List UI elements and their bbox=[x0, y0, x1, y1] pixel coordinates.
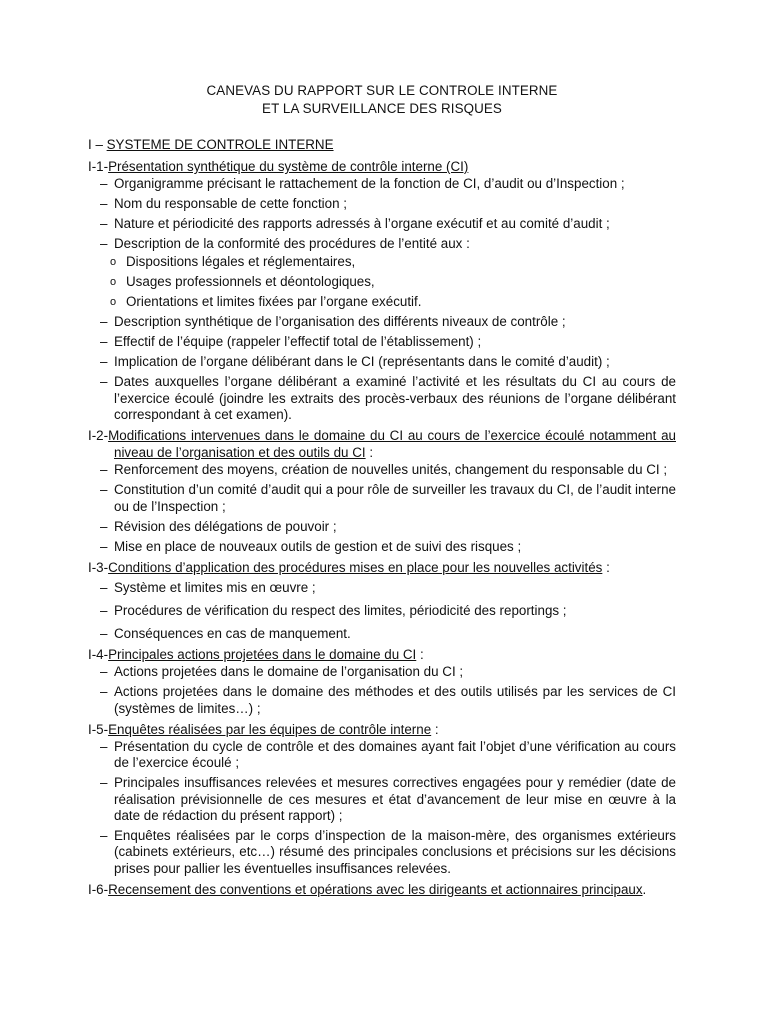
dash-bullet: – bbox=[100, 216, 108, 231]
i6-label: Recensement des conventions et opérations avec les dirigeants et actionnaires principaux bbox=[108, 881, 643, 897]
list-item bbox=[88, 539, 676, 555]
list-item bbox=[88, 519, 676, 535]
dash-bullet: – bbox=[100, 334, 108, 350]
subsection-i4-heading bbox=[88, 646, 676, 663]
dash-bullet: – bbox=[100, 196, 108, 211]
sub-list-item-text: Orientations et limites fixées par l’organe exécutif. bbox=[126, 294, 422, 310]
list-item bbox=[88, 603, 676, 619]
dash-bullet: – bbox=[100, 354, 108, 370]
list-item bbox=[88, 176, 676, 192]
list-item bbox=[88, 482, 676, 515]
subsection-i2-heading bbox=[88, 427, 676, 461]
i2-suffix: : bbox=[365, 445, 374, 461]
i4-suffix: : bbox=[416, 647, 424, 663]
list-item-text: Système et limites mis en œuvre ; bbox=[114, 579, 316, 595]
dash-bullet: – bbox=[100, 684, 108, 700]
dash-bullet: – bbox=[100, 603, 108, 619]
sub-list-item-text: Dispositions légales et réglementaires, bbox=[126, 254, 356, 270]
i2-label: Modifications intervenues dans le domaine du CI au cours de l’exercice écoulé notamment au niveau de l’organisation et des outils du CI bbox=[108, 428, 676, 461]
list-item bbox=[88, 664, 676, 680]
i5-prefix: I-5- bbox=[88, 721, 109, 737]
list-item-text: Renforcement des moyens, création de nouvelles unités, changement du responsable du CI ; bbox=[114, 462, 668, 478]
circle-bullet: o bbox=[110, 256, 117, 269]
i3-label: Conditions d’application des procédures mises en place pour les nouvelles activités bbox=[108, 559, 603, 575]
dash-bullet: – bbox=[100, 462, 108, 478]
list-item-text: Description synthétique de l’organisation des différents niveaux de contrôle ; bbox=[114, 314, 566, 330]
list-item bbox=[88, 684, 676, 717]
section-label: SYSTEME DE CONTROLE INTERNE bbox=[106, 137, 334, 152]
i5-label: Enquêtes réalisées par les équipes de contrôle interne bbox=[108, 721, 432, 737]
list-item bbox=[88, 626, 676, 642]
section-heading bbox=[88, 136, 676, 154]
dash-bullet: – bbox=[100, 579, 108, 595]
circle-bullet: o bbox=[110, 296, 117, 309]
i3-list bbox=[88, 580, 676, 643]
list-item-text: Organigramme précisant le rattachement de la fonction de CI, d’audit ou d’Inspection ; bbox=[114, 176, 625, 191]
dash-bullet: – bbox=[100, 314, 108, 330]
i6-suffix: . bbox=[642, 881, 647, 897]
list-item bbox=[88, 739, 676, 772]
list-item-text: Actions projetées dans le domaine des méthodes et des outils utilisés par les services de CI (systèmes de limites…) ; bbox=[114, 684, 676, 716]
i4-prefix: I-4- bbox=[88, 647, 109, 663]
dash-bullet: – bbox=[100, 775, 108, 791]
i1-prefix: I-1- bbox=[88, 159, 109, 174]
i5-list bbox=[88, 739, 676, 877]
dash-bullet: – bbox=[100, 828, 108, 844]
subsection-i1-heading bbox=[88, 158, 676, 175]
list-item bbox=[88, 354, 676, 370]
i1-label: Présentation synthétique du système de contrôle interne (CI) bbox=[108, 159, 469, 174]
sub-list-item bbox=[88, 254, 676, 270]
list-item-text: Description de la conformité des procédures de l’entité aux : bbox=[114, 236, 470, 251]
dash-bullet: – bbox=[100, 518, 108, 534]
i5-suffix: : bbox=[431, 721, 439, 737]
sub-list-item bbox=[88, 274, 676, 290]
i2-prefix: I-2- bbox=[88, 428, 109, 444]
list-item-text: Nature et périodicité des rapports adressés à l’organe exécutif et au comité d’audit ; bbox=[114, 216, 610, 231]
dash-bullet: – bbox=[100, 482, 108, 498]
i3-prefix: I-3- bbox=[88, 559, 109, 575]
title-line-1: CANEVAS DU RAPPORT SUR LE CONTROLE INTERNE bbox=[206, 83, 558, 98]
dash-bullet: – bbox=[100, 626, 108, 642]
i3-suffix: : bbox=[602, 559, 610, 575]
i6-prefix: I-6- bbox=[88, 881, 109, 897]
dash-bullet: – bbox=[100, 738, 108, 754]
document-title bbox=[88, 82, 676, 118]
list-item bbox=[88, 775, 676, 824]
list-item-text: Révision des délégations de pouvoir ; bbox=[114, 518, 337, 534]
i1-list bbox=[88, 176, 676, 424]
dash-bullet: – bbox=[100, 236, 108, 251]
list-item bbox=[88, 828, 676, 877]
i1-sublist bbox=[88, 254, 676, 310]
title-line-2: ET LA SURVEILLANCE DES RISQUES bbox=[262, 101, 502, 116]
list-item-text: Nom du responsable de cette fonction ; bbox=[114, 196, 347, 211]
list-item bbox=[88, 580, 676, 596]
list-item-text: Mise en place de nouveaux outils de gestion et de suivi des risques ; bbox=[114, 538, 522, 554]
list-item-text: Actions projetées dans le domaine de l’organisation du CI ; bbox=[114, 664, 464, 680]
list-item bbox=[88, 374, 676, 423]
list-item-text: Conséquences en cas de manquement. bbox=[114, 626, 351, 642]
i2-list bbox=[88, 462, 676, 555]
list-item bbox=[88, 314, 676, 330]
section-prefix: I – bbox=[88, 137, 107, 152]
list-item bbox=[88, 196, 676, 212]
list-item bbox=[88, 236, 676, 311]
list-item bbox=[88, 462, 676, 478]
list-item bbox=[88, 216, 676, 232]
circle-bullet: o bbox=[110, 276, 117, 289]
list-item-text: Présentation du cycle de contrôle et des domaines ayant fait l’objet d’une vérification au cours de l’exercice écoulé ; bbox=[114, 738, 676, 771]
i4-list bbox=[88, 664, 676, 717]
subsection-i3-heading bbox=[88, 559, 676, 576]
list-item-text: Enquêtes réalisées par le corps d’inspection de la maison-mère, des organismes extérieurs (cabinets extérieurs, etc…) résumé des principales conclusions et précisions sur les décisions prises pour pallier les éventuelles insuffisances relevées. bbox=[114, 828, 676, 876]
i4-label: Principales actions projetées dans le domaine du CI bbox=[108, 647, 417, 663]
list-item-text: Effectif de l’équipe (rappeler l’effectif total de l’établissement) ; bbox=[114, 334, 482, 350]
subsection-i6-heading bbox=[88, 881, 676, 898]
list-item-text: Dates auxquelles l’organe délibérant a examiné l’activité et les résultats du CI au cours de l’exercice écoulé (joindre les extraits des procès-verbaux des réunions de l’organe délibérant correspondant à cet examen). bbox=[114, 374, 676, 423]
dash-bullet: – bbox=[100, 374, 108, 390]
sub-list-item bbox=[88, 294, 676, 310]
list-item-text: Implication de l’organe délibérant dans le CI (représentants dans le comité d’audit) ; bbox=[114, 354, 610, 370]
list-item-text: Constitution d’un comité d’audit qui a pour rôle de surveiller les travaux du CI, de l’audit interne ou de l’Inspection ; bbox=[114, 482, 676, 514]
dash-bullet: – bbox=[100, 176, 108, 191]
subsection-i5-heading bbox=[88, 721, 676, 738]
list-item-text: Procédures de vérification du respect des limites, périodicité des reportings ; bbox=[114, 603, 567, 619]
dash-bullet: – bbox=[100, 664, 108, 680]
dash-bullet: – bbox=[100, 538, 108, 554]
list-item bbox=[88, 334, 676, 350]
sub-list-item-text: Usages professionnels et déontologiques, bbox=[126, 274, 375, 290]
list-item-text: Principales insuffisances relevées et mesures correctives engagées pour y remédier (date de réalisation prévisionnelle de ces mesures et état d’avancement de leur mise en œuvre à la date de rédaction du présent rapport) ; bbox=[114, 775, 676, 824]
